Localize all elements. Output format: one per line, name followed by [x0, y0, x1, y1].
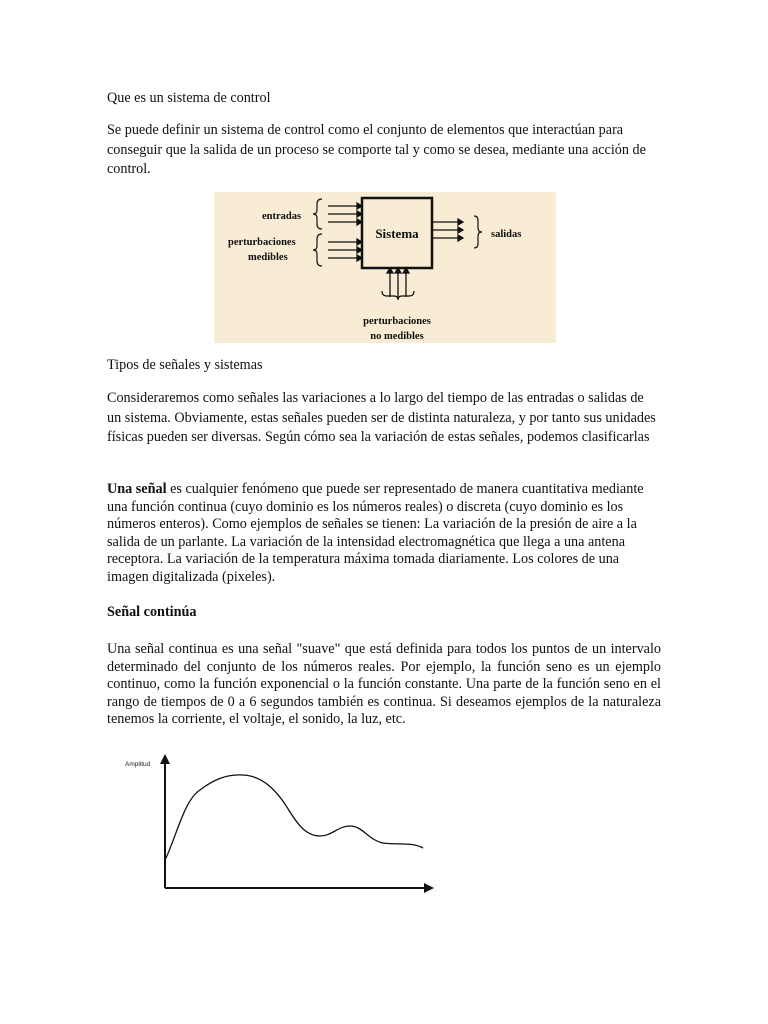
continuous-signal-graph — [118, 752, 438, 900]
unmeasurable-disturbances-label-line2: no medibles — [370, 331, 424, 342]
amplitude-label: Amplitud — [125, 761, 151, 768]
heading-continuous-signal: Señal continúa — [107, 604, 197, 620]
paragraph-control-system-definition: Se puede definir un sistema de control como el conjunto de elementos que interactúan para conseguir que la salida de un proceso se comporte tal y como se desea, mediante una acción de control. — [107, 122, 646, 177]
measurable-disturbances-label-line1: perturbaciones — [228, 237, 296, 248]
signal-curve — [165, 775, 423, 860]
measurable-disturbances-label-line2: medibles — [248, 252, 288, 263]
paragraph-signal-definition — [107, 481, 661, 586]
output-arrows — [432, 219, 463, 241]
y-axis-arrow — [160, 754, 170, 764]
inputs-label: entradas — [262, 211, 302, 222]
x-axis-arrow — [424, 883, 434, 893]
signal-definition-text: es cualquier fenómeno que puede ser representado de manera cuantitativa mediante una función continua (cuyo dominio es los números reales) o discreta (cuyo dominio es los números enteros). Como ejemplos de señales se tienen: La variación de la presión de aire a la salida de un parlante. La variación de la intensidad electromagnética que llega a una antena receptora. La variación de la temperatura máxima tomada diariamente. Los colores de una imagen digitalizada (pixeles). — [107, 481, 644, 585]
heading-control-system: Que es un sistema de control — [107, 90, 271, 106]
paragraph-signals-intro: Consideraremos como señales las variaciones a lo largo del tiempo de las entradas o salidas de un sistema. Obviamente, estas señales pueden ser de distinta naturaleza, y por tanto sus unidades físicas pueden ser diversas. Según cómo sea la variación de estas señales, podemos clasificarlas — [107, 390, 656, 445]
outputs-label: salidas — [491, 229, 522, 240]
control-system-diagram — [214, 192, 556, 343]
system-label: Sistema — [375, 226, 419, 241]
unmeasurable-arrows — [387, 268, 409, 297]
paragraph-continuous-signal: Una señal continua es una señal "suave" que está definida para todos los puntos de un intervalo determinado del conjunto de los números reales. Por ejemplo, la función seno es un ejemplo continuo, como la función exponencial o la función constante. Una parte de la función seno en el rango de tiempos de 0 a 6 segundos también es continua. Si deseamos ejemplos de la naturaleza tenemos la corriente, el voltaje, el sonido, la luz, etc. — [107, 641, 661, 727]
heading-signal-types: Tipos de señales y sistemas — [107, 357, 263, 373]
signal-term: Una señal — [107, 481, 167, 497]
unmeasurable-disturbances-label-line1: perturbaciones — [363, 316, 431, 327]
